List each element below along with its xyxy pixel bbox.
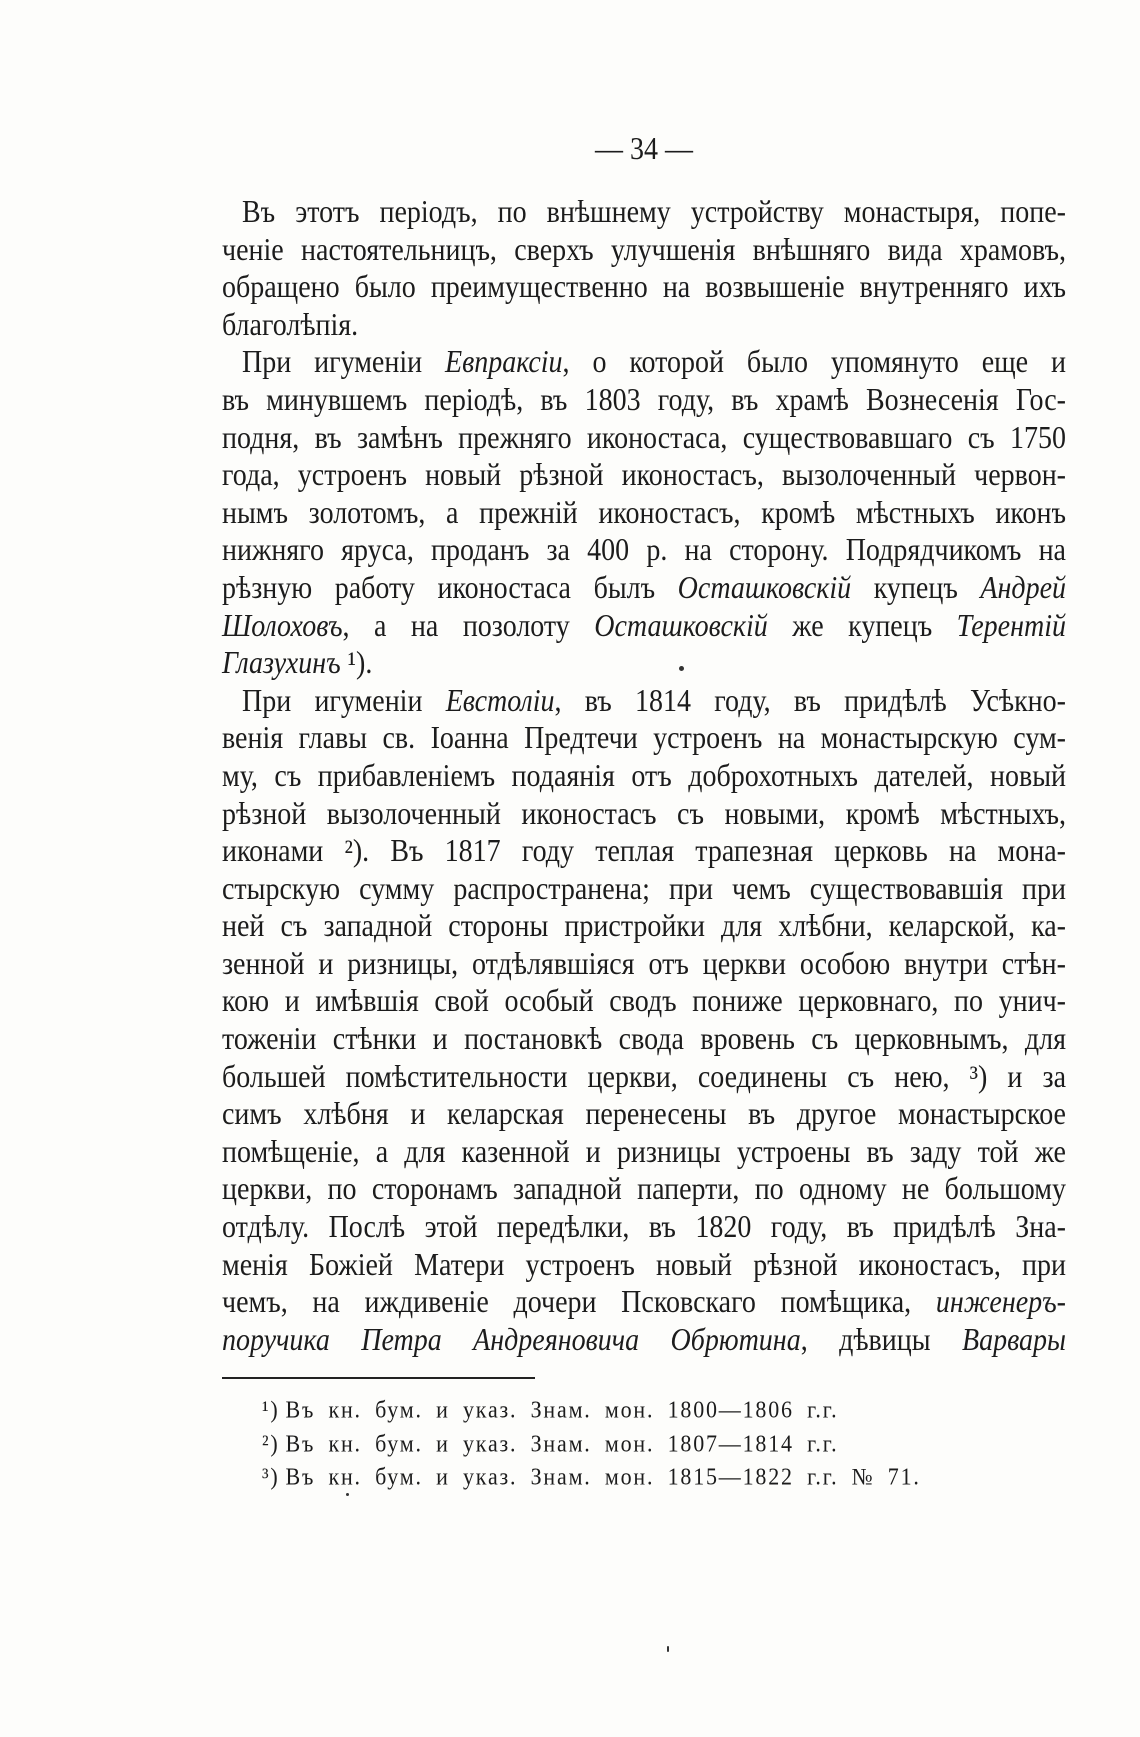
ink-speck [667, 1646, 669, 1652]
text-line: нымъ золотомъ, а прежній иконостасъ, кромѣ мѣстныхъ иконъ [222, 495, 1066, 531]
text-line [222, 1320, 1066, 1362]
ink-speck [679, 666, 684, 671]
italic-name: инженеръ- [935, 1285, 1066, 1321]
text-segment: купецъ [851, 571, 981, 606]
text-line: подня, въ замѣнъ прежняго иконостаса, существовавшаго съ 1750 [222, 420, 1066, 456]
footnote [262, 1459, 921, 1495]
footnote-text: Въ кн. бум. и указ. Знам. мон. 1800—1806 г.г. [285, 1395, 839, 1423]
footnote-mark: ¹) [262, 1395, 280, 1423]
text-line: зенной и ризницы, отдѣлявшіяся отъ церкви особою внутри стѣн- [222, 946, 1066, 982]
text-line: въ минувшемъ періодѣ, въ 1803 году, въ храмѣ Вознесенія Гос- [222, 383, 1066, 418]
italic-name: Евпраксіи [445, 345, 563, 381]
text-segment: При игуменіи [242, 683, 446, 719]
text-line: ченіе настоятельницъ, сверхъ улучшенія внѣшняго вида храмовъ, [222, 232, 1066, 268]
text-line: отдѣлу. Послѣ этой передѣлки, въ 1820 году, въ придѣлѣ Зна- [222, 1210, 1066, 1245]
text-line: му, съ прибавленіемъ подаянія отъ доброхотныхъ дателей, новый [222, 759, 1066, 794]
text-segment: , дѣвицы [800, 1322, 962, 1358]
text-line: ней съ западной стороны пристройки для хлѣбни, келарской, ка- [222, 909, 1066, 945]
text-line: благолѣпія. [222, 307, 359, 343]
text-line: рѣзной вызолоченный иконостасъ съ новыми, кромѣ мѣстныхъ, [222, 796, 1066, 832]
italic-name: Шолоховъ [222, 608, 343, 644]
footnotes [262, 1393, 921, 1494]
italic-name: Осташковскій [594, 608, 768, 644]
footnote-text: Въ кн. бум. и указ. Знам. мон. 1815—1822 г.г. № 71. [285, 1462, 921, 1490]
footnote-text: Въ кн. бум. и указ. Знам. мон. 1807—1814 г.г. [285, 1429, 839, 1457]
italic-name: Терентій [956, 608, 1066, 644]
text-segment: чемъ, на иждивеніе дочери Псковскаго помѣщика, [222, 1285, 936, 1321]
footnote [262, 1425, 921, 1461]
text-segment: , въ 1814 году, въ придѣлѣ Усѣкно- [554, 683, 1066, 719]
body-text [222, 194, 1066, 1359]
text-line: менія Божіей Матери устроенъ новый рѣзной иконостасъ, при [222, 1247, 1066, 1283]
text-segment: , а на позолоту [342, 608, 595, 644]
italic-name: Глазухинъ [222, 646, 341, 681]
text-line [222, 342, 1066, 384]
text-segment: рѣзную работу иконостаса былъ [222, 571, 678, 606]
page-number: — 34 — [595, 132, 693, 167]
text-line: тоженіи стѣнки и постановкѣ свода вровень съ церковнымъ, для [222, 1022, 1066, 1057]
text-line: симъ хлѣбня и келарская перенесены въ другое монастырское [222, 1097, 1066, 1133]
footnote-separator [222, 1377, 535, 1379]
text-segment: же купецъ [767, 608, 957, 644]
text-line [222, 643, 1066, 685]
text-line: помѣщеніе, а для казенной и ризницы устроены въ заду той же [222, 1134, 1066, 1170]
text-line: церкви, по сторонамъ западной паперти, по одному не большому [222, 1172, 1066, 1208]
footnote-mark: ²) [262, 1429, 280, 1457]
italic-name: Евстоліи [445, 683, 555, 719]
text-line: обращено было преимущественно на возвышеніе внутренняго ихъ [222, 270, 1066, 306]
text-line: кою и имѣвшія свой особый сводъ пониже церковнаго, по унич- [222, 984, 1066, 1020]
italic-name: Варвары [961, 1322, 1066, 1358]
text-line: нижняго яруса, проданъ за 400 р. на сторону. Подрядчикомъ на [222, 533, 1066, 569]
text-line [222, 605, 1066, 647]
text-segment: , о которой было упомянуто еще и [562, 345, 1066, 381]
footnote [262, 1392, 921, 1428]
text-line [222, 680, 1066, 722]
text-line: иконами ²). Въ 1817 году теплая трапезная церковь на мона- [222, 834, 1066, 869]
footnote-mark: ³) [262, 1462, 280, 1490]
text-segment: При игуменіи [242, 345, 446, 381]
text-line: Въ этотъ періодъ, по внѣшнему устройству монастыря, попе- [242, 195, 1066, 230]
italic-name: поручика Петра Андреяновича Обрютина [222, 1322, 801, 1358]
italic-name: Осташковскій [677, 571, 852, 606]
text-line: венія главы св. Іоанна Предтечи устроенъ на монастырскую сум- [222, 721, 1066, 757]
text-line [222, 1282, 1066, 1324]
text-line: года, устроенъ новый рѣзной иконостасъ, вызолоченный червон- [222, 458, 1066, 493]
text-line [222, 568, 1066, 610]
footnote-reference: ¹). [340, 646, 373, 681]
italic-name: Андрей [980, 571, 1066, 606]
text-line: стырскую сумму распространена; при чемъ существовавшія при [222, 871, 1066, 907]
text-line: большей помѣстительности церкви, соединены съ нею, ³) и за [222, 1059, 1066, 1095]
ink-speck [346, 1493, 349, 1496]
